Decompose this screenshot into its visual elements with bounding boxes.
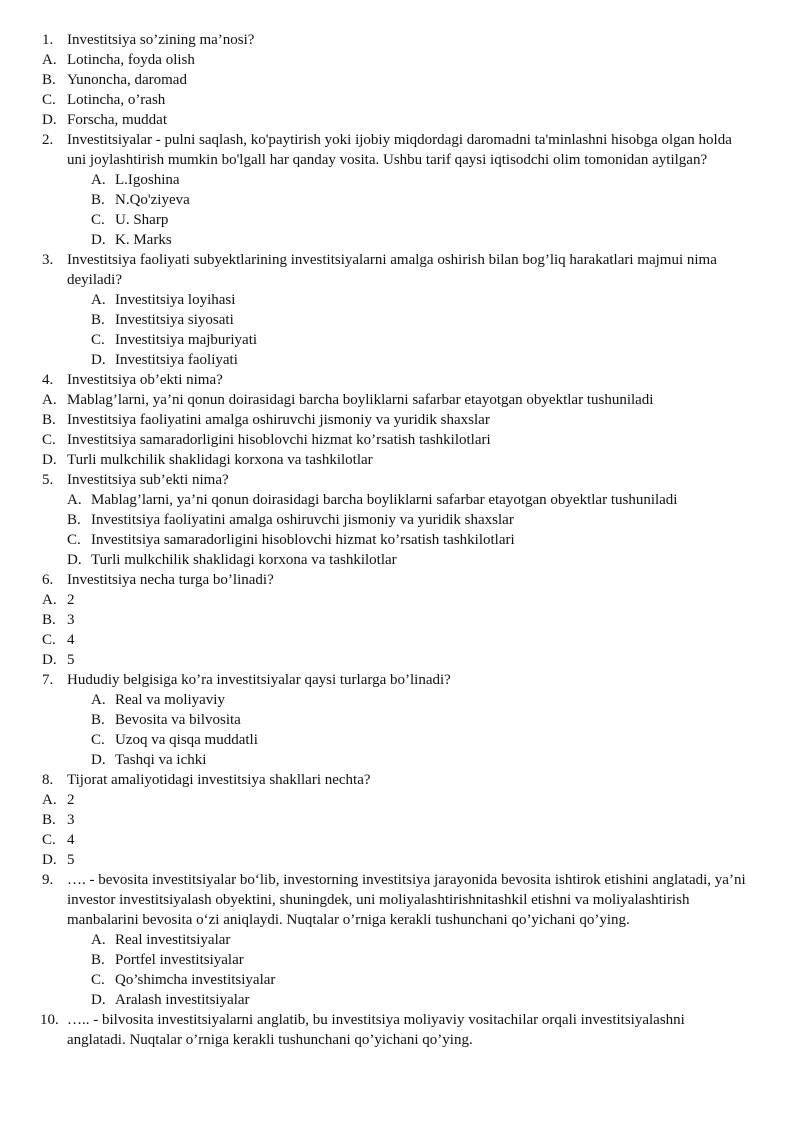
question-3 — [0, 250, 800, 290]
question-5-option-marker: D. — [67, 552, 82, 568]
question-1-option-marker: A. — [42, 52, 57, 68]
question-7-option — [0, 730, 800, 750]
question-2 — [0, 130, 800, 170]
question-1-option-text: Forscha, muddat — [67, 112, 167, 128]
question-5-option-text: Investitsiya faoliyatini amalga oshiruvchi jismoniy va yuridik shaxslar — [91, 512, 514, 528]
quiz-document — [0, 30, 800, 1050]
question-6-option-text: 2 — [67, 592, 75, 608]
question-1-text: Investitsiya so’zining ma’nosi? — [67, 32, 255, 48]
question-4-option-marker: C. — [42, 432, 56, 448]
question-9-option-text: Real investitsiyalar — [115, 932, 231, 948]
question-3-option-text: Investitsiya majburiyati — [115, 332, 258, 348]
question-7-option-marker: C. — [91, 732, 105, 748]
question-10-text: ….. - bilvosita investitsiyalarni anglatib, bu investitsiya moliyaviy vositachilar orqali investitsiyalashni anglatadi. Nuqtalar o’rniga kerakli tushunchani qo’yichani qo’ying. — [67, 1012, 685, 1048]
question-7-option-text: Real va moliyaviy — [115, 692, 225, 708]
question-7-option — [0, 750, 800, 770]
question-5-option — [0, 490, 800, 510]
question-4-marker: 4. — [42, 372, 54, 388]
question-8-option — [0, 810, 800, 830]
question-2-option-text: N.Qo'ziyeva — [115, 192, 190, 208]
question-6-option-marker: D. — [42, 652, 57, 668]
question-1-option — [0, 50, 800, 70]
question-5-option — [0, 510, 800, 530]
question-5-option-text: Mablag’larni, ya’ni qonun doirasidagi barcha boyliklarni safarbar etayotgan obyektlar tushuniladi — [91, 492, 678, 508]
question-10-marker: 10. — [40, 1012, 59, 1028]
question-4-option-text: Turli mulkchilik shaklidagi korxona va tashkilotlar — [67, 452, 373, 468]
question-4-option-marker: D. — [42, 452, 57, 468]
question-2-option-marker: D. — [91, 232, 106, 248]
question-3-option-marker: B. — [91, 312, 105, 328]
question-1-option-text: Yunoncha, daromad — [67, 72, 187, 88]
question-8-option — [0, 830, 800, 850]
question-8-option — [0, 790, 800, 810]
question-2-marker: 2. — [42, 132, 54, 148]
question-9-option-marker: D. — [91, 992, 106, 1008]
question-9-text: …. - bevosita investitsiyalar bo‘lib, investorning investitsiya jarayonida bevosita ishtirok etishini anglatadi, ya’ni investor investitsiyalash obyektini, shuningdek, uni moliyalashtirishnitashkil etishni va moliyalashtirish manbalarini bevosita o‘zi aniqlaydi. Nuqtalar o’rniga kerakli tushunchani qo’yichani qo’ying. — [67, 872, 746, 928]
question-8-option-text: 5 — [67, 852, 75, 868]
question-9 — [0, 870, 800, 930]
question-6-option-text: 3 — [67, 612, 75, 628]
question-3-option — [0, 330, 800, 350]
question-9-option-marker: C. — [91, 972, 105, 988]
question-6-marker: 6. — [42, 572, 54, 588]
question-4-option — [0, 390, 800, 410]
question-6-option-text: 5 — [67, 652, 75, 668]
question-1-option-marker: B. — [42, 72, 56, 88]
question-4-option — [0, 450, 800, 470]
question-7-text: Hududiy belgisiga ko’ra investitsiyalar qaysi turlarga bo’linadi? — [67, 672, 451, 688]
question-5-option-marker: A. — [67, 492, 82, 508]
question-7-option-marker: B. — [91, 712, 105, 728]
question-9-option — [0, 930, 800, 950]
question-4-option — [0, 410, 800, 430]
question-1-option — [0, 70, 800, 90]
question-7-marker: 7. — [42, 672, 54, 688]
question-2-text: Investitsiyalar - pulni saqlash, ko'paytirish yoki ijobiy miqdordagi daromadni ta'minlashni hisobga olgan holda uni joylashtirish mumkin bo'lgall har qanday vosita. Ushbu tarif qaysi iqtisodchi olim tomonidan aytilgan? — [67, 132, 732, 168]
question-5-marker: 5. — [42, 472, 54, 488]
question-6 — [0, 570, 800, 590]
question-6-option — [0, 590, 800, 610]
question-2-option — [0, 170, 800, 190]
question-3-option-marker: A. — [91, 292, 106, 308]
question-5-option-marker: B. — [67, 512, 81, 528]
question-8-option — [0, 850, 800, 870]
question-3-text: Investitsiya faoliyati subyektlarining investitsiyalarni amalga oshirish bilan bog’liq harakatlari majmui nima deyiladi? — [67, 252, 717, 288]
question-2-option-marker: A. — [91, 172, 106, 188]
question-9-marker: 9. — [42, 872, 54, 888]
question-7-option-text: Tashqi va ichki — [115, 752, 207, 768]
question-1-option-marker: D. — [42, 112, 57, 128]
question-6-option-marker: A. — [42, 592, 57, 608]
question-8-marker: 8. — [42, 772, 54, 788]
question-3-option — [0, 350, 800, 370]
question-8-option-marker: C. — [42, 832, 56, 848]
question-3-option-text: Investitsiya siyosati — [115, 312, 234, 328]
question-8-option-marker: D. — [42, 852, 57, 868]
question-6-option-text: 4 — [67, 632, 75, 648]
question-1-option — [0, 90, 800, 110]
question-6-text: Investitsiya necha turga bo’linadi? — [67, 572, 274, 588]
question-7-option-text: Uzoq va qisqa muddatli — [115, 732, 258, 748]
question-6-option-marker: C. — [42, 632, 56, 648]
question-8-option-text: 4 — [67, 832, 75, 848]
question-1-option-marker: C. — [42, 92, 56, 108]
question-3-marker: 3. — [42, 252, 54, 268]
question-7-option-text: Bevosita va bilvosita — [115, 712, 241, 728]
question-7-option-marker: D. — [91, 752, 106, 768]
question-6-option-marker: B. — [42, 612, 56, 628]
question-7-option-marker: A. — [91, 692, 106, 708]
question-8-option-text: 3 — [67, 812, 75, 828]
question-10 — [0, 1010, 800, 1050]
question-6-option — [0, 630, 800, 650]
question-1-option — [0, 110, 800, 130]
question-8 — [0, 770, 800, 790]
question-9-option-text: Qo’shimcha investitsiyalar — [115, 972, 276, 988]
question-2-option-marker: C. — [91, 212, 105, 228]
question-9-option — [0, 990, 800, 1010]
question-5 — [0, 470, 800, 490]
question-9-option — [0, 950, 800, 970]
question-3-option — [0, 310, 800, 330]
question-8-text: Tijorat amaliyotidagi investitsiya shakllari nechta? — [67, 772, 371, 788]
question-3-option-text: Investitsiya faoliyati — [115, 352, 238, 368]
question-3-option — [0, 290, 800, 310]
question-5-option-text: Turli mulkchilik shaklidagi korxona va tashkilotlar — [91, 552, 397, 568]
question-5-option — [0, 530, 800, 550]
question-4-option-text: Mablag’larni, ya’ni qonun doirasidagi barcha boyliklarni safarbar etayotgan obyektlar tushuniladi — [67, 392, 654, 408]
question-9-option-text: Aralash investitsiyalar — [115, 992, 250, 1008]
question-2-option — [0, 210, 800, 230]
question-8-option-text: 2 — [67, 792, 75, 808]
question-4 — [0, 370, 800, 390]
question-5-option-text: Investitsiya samaradorligini hisoblovchi hizmat ko’rsatish tashkilotlari — [91, 532, 515, 548]
question-3-option-marker: C. — [91, 332, 105, 348]
question-1-option-text: Lotincha, o’rash — [67, 92, 166, 108]
question-4-option-marker: B. — [42, 412, 56, 428]
question-3-option-marker: D. — [91, 352, 106, 368]
question-9-option-marker: A. — [91, 932, 106, 948]
question-2-option — [0, 230, 800, 250]
question-1-marker: 1. — [42, 32, 54, 48]
question-5-option — [0, 550, 800, 570]
question-9-option-text: Portfel investitsiyalar — [115, 952, 244, 968]
question-1-option-text: Lotincha, foyda olish — [67, 52, 195, 68]
question-8-option-marker: B. — [42, 812, 56, 828]
question-7 — [0, 670, 800, 690]
question-6-option — [0, 650, 800, 670]
question-1 — [0, 30, 800, 50]
question-5-text: Investitsiya sub’ekti nima? — [67, 472, 229, 488]
question-5-option-marker: C. — [67, 532, 81, 548]
question-6-option — [0, 610, 800, 630]
question-9-option — [0, 970, 800, 990]
question-8-option-marker: A. — [42, 792, 57, 808]
question-4-option — [0, 430, 800, 450]
question-2-option-text: L.Igoshina — [115, 172, 180, 188]
question-9-option-marker: B. — [91, 952, 105, 968]
question-4-option-marker: A. — [42, 392, 57, 408]
question-2-option — [0, 190, 800, 210]
question-4-text: Investitsiya ob’ekti nima? — [67, 372, 223, 388]
question-4-option-text: Investitsiya faoliyatini amalga oshiruvchi jismoniy va yuridik shaxslar — [67, 412, 490, 428]
question-2-option-text: K. Marks — [115, 232, 172, 248]
question-2-option-marker: B. — [91, 192, 105, 208]
question-7-option — [0, 710, 800, 730]
question-7-option — [0, 690, 800, 710]
question-3-option-text: Investitsiya loyihasi — [115, 292, 236, 308]
question-4-option-text: Investitsiya samaradorligini hisoblovchi hizmat ko’rsatish tashkilotlari — [67, 432, 491, 448]
question-2-option-text: U. Sharp — [115, 212, 169, 228]
